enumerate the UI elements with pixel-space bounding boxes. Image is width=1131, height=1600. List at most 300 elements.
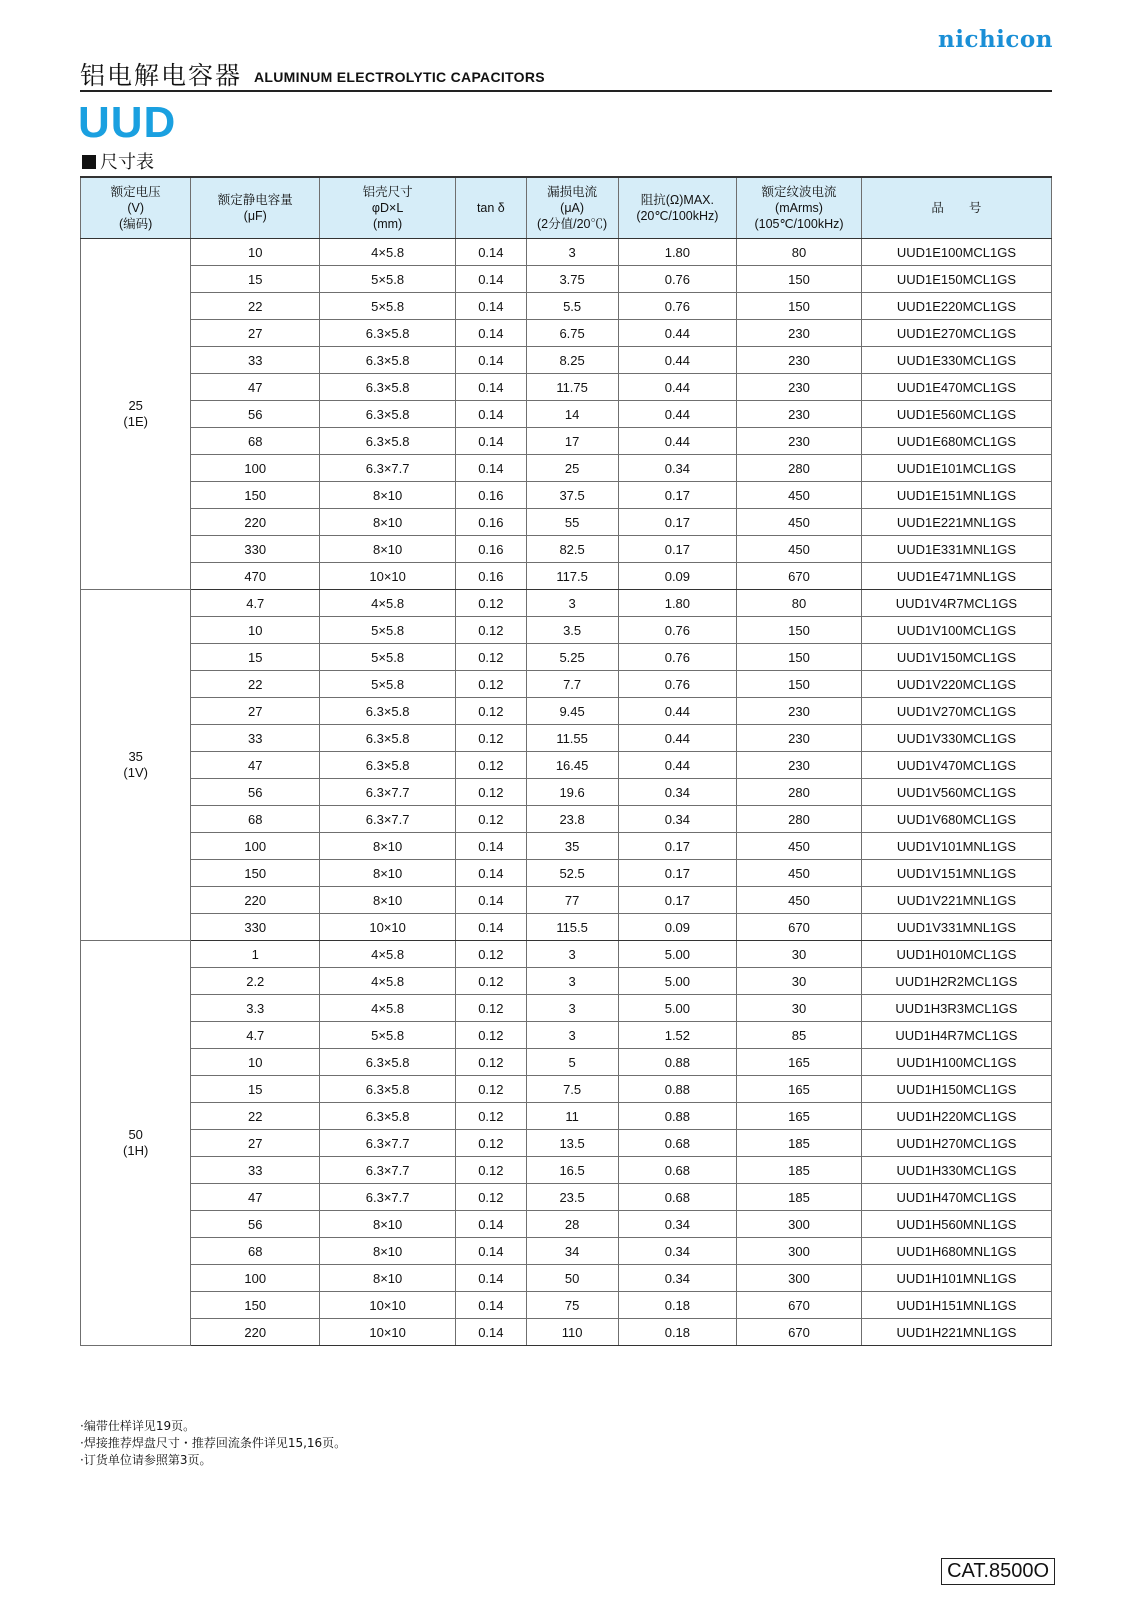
ripple-current-cell: 150 [737, 293, 862, 320]
capacitance-cell: 56 [191, 1211, 320, 1238]
tan-delta-cell: 0.14 [456, 374, 527, 401]
impedance-cell: 0.17 [618, 860, 737, 887]
case-size-cell: 4×5.8 [320, 941, 456, 968]
table-row [81, 914, 1052, 941]
case-size-cell: 6.3×5.8 [320, 428, 456, 455]
leakage-current-cell: 75 [526, 1292, 618, 1319]
tan-delta-cell: 0.14 [456, 1319, 527, 1346]
impedance-cell: 0.17 [618, 509, 737, 536]
footnotes [80, 1418, 346, 1469]
table-row [81, 968, 1052, 995]
table-row [81, 1157, 1052, 1184]
leakage-current-cell: 16.5 [526, 1157, 618, 1184]
table-header-row [81, 177, 1052, 239]
tan-delta-cell: 0.12 [456, 968, 527, 995]
tan-delta-cell: 0.14 [456, 320, 527, 347]
tan-delta-cell: 0.14 [456, 1265, 527, 1292]
voltage-cell [81, 590, 191, 941]
case-size-cell: 6.3×5.8 [320, 1103, 456, 1130]
case-size-cell: 10×10 [320, 1292, 456, 1319]
part-number-cell: UUD1E330MCL1GS [861, 347, 1051, 374]
ripple-current-cell: 165 [737, 1076, 862, 1103]
footnote: ·焊接推荐焊盘尺寸・推荐回流条件详见15,16页。 [80, 1436, 347, 1450]
page-title-cn: 铝电解电容器 [80, 61, 243, 90]
part-number-cell: UUD1V330MCL1GS [861, 725, 1051, 752]
leakage-current-cell: 23.8 [526, 806, 618, 833]
table-row [81, 239, 1052, 266]
ripple-current-cell: 670 [737, 563, 862, 590]
impedance-cell: 0.44 [618, 752, 737, 779]
footnote: ·订货单位请参照第3页。 [80, 1453, 212, 1467]
tan-delta-cell: 0.16 [456, 536, 527, 563]
part-number-cell: UUD1V220MCL1GS [861, 671, 1051, 698]
table-row [81, 1184, 1052, 1211]
impedance-cell: 0.68 [618, 1157, 737, 1184]
case-size-cell: 6.3×5.8 [320, 698, 456, 725]
leakage-current-cell: 35 [526, 833, 618, 860]
case-size-cell: 8×10 [320, 860, 456, 887]
leakage-current-cell: 117.5 [526, 563, 618, 590]
leakage-current-cell: 3 [526, 590, 618, 617]
ripple-current-cell: 300 [737, 1211, 862, 1238]
leakage-current-cell: 13.5 [526, 1130, 618, 1157]
part-number-cell: UUD1E150MCL1GS [861, 266, 1051, 293]
table-row [81, 590, 1052, 617]
ripple-current-cell: 450 [737, 536, 862, 563]
table-row [81, 563, 1052, 590]
part-number-cell: UUD1H101MNL1GS [861, 1265, 1051, 1292]
leakage-current-cell: 5 [526, 1049, 618, 1076]
dimension-table [80, 176, 1052, 1346]
tan-delta-cell: 0.14 [456, 860, 527, 887]
tan-delta-cell: 0.12 [456, 671, 527, 698]
impedance-cell: 0.68 [618, 1130, 737, 1157]
column-header [618, 177, 737, 239]
part-number-cell: UUD1V101MNL1GS [861, 833, 1051, 860]
column-header-line: (μA) [560, 201, 585, 215]
page-title-en: ALUMINUM ELECTROLYTIC CAPACITORS [254, 69, 545, 85]
impedance-cell: 0.09 [618, 563, 737, 590]
impedance-cell: 0.76 [618, 293, 737, 320]
ripple-current-cell: 165 [737, 1103, 862, 1130]
capacitance-cell: 470 [191, 563, 320, 590]
voltage-cell [81, 239, 191, 590]
capacitance-cell: 330 [191, 914, 320, 941]
part-number-cell: UUD1V560MCL1GS [861, 779, 1051, 806]
leakage-current-cell: 5.25 [526, 644, 618, 671]
ripple-current-cell: 450 [737, 833, 862, 860]
case-size-cell: 6.3×7.7 [320, 779, 456, 806]
capacitance-cell: 10 [191, 617, 320, 644]
voltage-value: 35 [128, 749, 143, 764]
capacitance-cell: 15 [191, 644, 320, 671]
capacitance-cell: 15 [191, 1076, 320, 1103]
capacitance-cell: 4.7 [191, 1022, 320, 1049]
part-number-cell: UUD1V150MCL1GS [861, 644, 1051, 671]
voltage-value: 25 [128, 398, 143, 413]
brand-logo: nichicon [938, 26, 1053, 53]
capacitance-cell: 100 [191, 455, 320, 482]
table-row [81, 1319, 1052, 1346]
impedance-cell: 0.17 [618, 833, 737, 860]
leakage-current-cell: 37.5 [526, 482, 618, 509]
capacitance-cell: 4.7 [191, 590, 320, 617]
footnote: ·编带仕样详见19页。 [80, 1419, 196, 1433]
case-size-cell: 5×5.8 [320, 293, 456, 320]
case-size-cell: 10×10 [320, 914, 456, 941]
impedance-cell: 1.80 [618, 590, 737, 617]
impedance-cell: 0.68 [618, 1184, 737, 1211]
table-row [81, 1292, 1052, 1319]
case-size-cell: 10×10 [320, 1319, 456, 1346]
leakage-current-cell: 5.5 [526, 293, 618, 320]
tan-delta-cell: 0.12 [456, 1022, 527, 1049]
ripple-current-cell: 230 [737, 428, 862, 455]
capacitance-cell: 100 [191, 833, 320, 860]
leakage-current-cell: 7.7 [526, 671, 618, 698]
case-size-cell: 8×10 [320, 482, 456, 509]
tan-delta-cell: 0.16 [456, 563, 527, 590]
impedance-cell: 0.76 [618, 644, 737, 671]
tan-delta-cell: 0.12 [456, 590, 527, 617]
voltage-code: (1H) [123, 1143, 149, 1158]
part-number-cell: UUD1V221MNL1GS [861, 887, 1051, 914]
column-header-line: (mArms) [775, 201, 823, 215]
table-row [81, 1238, 1052, 1265]
capacitance-cell: 68 [191, 1238, 320, 1265]
ripple-current-cell: 280 [737, 779, 862, 806]
leakage-current-cell: 23.5 [526, 1184, 618, 1211]
case-size-cell: 6.3×5.8 [320, 725, 456, 752]
part-number-cell: UUD1E100MCL1GS [861, 239, 1051, 266]
voltage-cell [81, 941, 191, 1346]
part-number-cell: UUD1H270MCL1GS [861, 1130, 1051, 1157]
tan-delta-cell: 0.12 [456, 752, 527, 779]
ripple-current-cell: 185 [737, 1157, 862, 1184]
case-size-cell: 6.3×5.8 [320, 1076, 456, 1103]
impedance-cell: 0.18 [618, 1292, 737, 1319]
leakage-current-cell: 28 [526, 1211, 618, 1238]
table-row [81, 617, 1052, 644]
part-number-cell: UUD1V100MCL1GS [861, 617, 1051, 644]
table-row [81, 293, 1052, 320]
part-number-cell: UUD1E331MNL1GS [861, 536, 1051, 563]
table-row [81, 698, 1052, 725]
leakage-current-cell: 34 [526, 1238, 618, 1265]
leakage-current-cell: 19.6 [526, 779, 618, 806]
tan-delta-cell: 0.12 [456, 779, 527, 806]
tan-delta-cell: 0.16 [456, 482, 527, 509]
tan-delta-cell: 0.12 [456, 644, 527, 671]
leakage-current-cell: 55 [526, 509, 618, 536]
ripple-current-cell: 670 [737, 1292, 862, 1319]
capacitance-cell: 22 [191, 671, 320, 698]
leakage-current-cell: 11.75 [526, 374, 618, 401]
part-number-cell: UUD1H010MCL1GS [861, 941, 1051, 968]
table-row [81, 428, 1052, 455]
voltage-code: (1V) [123, 765, 148, 780]
tan-delta-cell: 0.14 [456, 833, 527, 860]
case-size-cell: 8×10 [320, 536, 456, 563]
column-header [526, 177, 618, 239]
ripple-current-cell: 185 [737, 1130, 862, 1157]
leakage-current-cell: 3.5 [526, 617, 618, 644]
impedance-cell: 0.34 [618, 455, 737, 482]
impedance-cell: 0.44 [618, 347, 737, 374]
catalog-number: CAT.8500O [941, 1558, 1055, 1585]
table-row [81, 347, 1052, 374]
case-size-cell: 4×5.8 [320, 590, 456, 617]
column-header-line: 铝壳尺寸 [362, 185, 413, 199]
capacitance-cell: 1 [191, 941, 320, 968]
part-number-cell: UUD1E470MCL1GS [861, 374, 1051, 401]
case-size-cell: 6.3×7.7 [320, 1157, 456, 1184]
ripple-current-cell: 230 [737, 374, 862, 401]
tan-delta-cell: 0.14 [456, 455, 527, 482]
impedance-cell: 5.00 [618, 968, 737, 995]
capacitance-cell: 27 [191, 1130, 320, 1157]
case-size-cell: 8×10 [320, 1265, 456, 1292]
column-header [81, 177, 191, 239]
part-number-cell: UUD1H4R7MCL1GS [861, 1022, 1051, 1049]
tan-delta-cell: 0.12 [456, 1049, 527, 1076]
ripple-current-cell: 150 [737, 671, 862, 698]
tan-delta-cell: 0.12 [456, 725, 527, 752]
leakage-current-cell: 82.5 [526, 536, 618, 563]
column-header-line: (V) [127, 201, 145, 215]
impedance-cell: 0.44 [618, 698, 737, 725]
tan-delta-cell: 0.14 [456, 1292, 527, 1319]
case-size-cell: 4×5.8 [320, 239, 456, 266]
impedance-cell: 1.80 [618, 239, 737, 266]
capacitance-cell: 100 [191, 1265, 320, 1292]
part-number-cell: UUD1H151MNL1GS [861, 1292, 1051, 1319]
tan-delta-cell: 0.14 [456, 428, 527, 455]
impedance-cell: 0.44 [618, 401, 737, 428]
leakage-current-cell: 3 [526, 995, 618, 1022]
capacitance-cell: 33 [191, 1157, 320, 1184]
column-header-line: (20℃/100kHz) [636, 209, 719, 223]
capacitance-cell: 330 [191, 536, 320, 563]
column-header-line: (105℃/100kHz) [754, 217, 844, 231]
leakage-current-cell: 3 [526, 239, 618, 266]
ripple-current-cell: 185 [737, 1184, 862, 1211]
case-size-cell: 8×10 [320, 1238, 456, 1265]
column-header-line: (编码) [119, 217, 153, 231]
tan-delta-cell: 0.12 [456, 1076, 527, 1103]
part-number-cell: UUD1H3R3MCL1GS [861, 995, 1051, 1022]
impedance-cell: 0.88 [618, 1076, 737, 1103]
table-row [81, 1049, 1052, 1076]
impedance-cell: 0.17 [618, 536, 737, 563]
part-number-cell: UUD1V151MNL1GS [861, 860, 1051, 887]
ripple-current-cell: 150 [737, 617, 862, 644]
capacitance-cell: 22 [191, 1103, 320, 1130]
table-row [81, 941, 1052, 968]
table-row [81, 1211, 1052, 1238]
ripple-current-cell: 450 [737, 887, 862, 914]
voltage-value: 50 [128, 1127, 143, 1142]
ripple-current-cell: 450 [737, 482, 862, 509]
part-number-cell: UUD1E151MNL1GS [861, 482, 1051, 509]
impedance-cell: 0.44 [618, 320, 737, 347]
table-row [81, 509, 1052, 536]
table-row [81, 644, 1052, 671]
part-number-cell: UUD1E680MCL1GS [861, 428, 1051, 455]
square-bullet-icon [82, 155, 96, 169]
column-header [456, 177, 527, 239]
case-size-cell: 6.3×5.8 [320, 1049, 456, 1076]
ripple-current-cell: 280 [737, 806, 862, 833]
capacitance-cell: 47 [191, 752, 320, 779]
impedance-cell: 0.34 [618, 806, 737, 833]
leakage-current-cell: 11 [526, 1103, 618, 1130]
ripple-current-cell: 80 [737, 590, 862, 617]
part-number-cell: UUD1H150MCL1GS [861, 1076, 1051, 1103]
part-number-cell: UUD1E270MCL1GS [861, 320, 1051, 347]
capacitance-cell: 33 [191, 725, 320, 752]
capacitance-cell: 2.2 [191, 968, 320, 995]
tan-delta-cell: 0.14 [456, 347, 527, 374]
table-row [81, 752, 1052, 779]
impedance-cell: 0.88 [618, 1103, 737, 1130]
capacitance-cell: 22 [191, 293, 320, 320]
part-number-cell: UUD1E471MNL1GS [861, 563, 1051, 590]
capacitance-cell: 150 [191, 1292, 320, 1319]
leakage-current-cell: 7.5 [526, 1076, 618, 1103]
case-size-cell: 4×5.8 [320, 968, 456, 995]
impedance-cell: 1.52 [618, 1022, 737, 1049]
column-header-line: 额定静电容量 [217, 193, 293, 207]
leakage-current-cell: 11.55 [526, 725, 618, 752]
tan-delta-cell: 0.12 [456, 1184, 527, 1211]
capacitance-cell: 56 [191, 401, 320, 428]
capacitance-cell: 47 [191, 1184, 320, 1211]
part-number-cell: UUD1H221MNL1GS [861, 1319, 1051, 1346]
tan-delta-cell: 0.12 [456, 698, 527, 725]
case-size-cell: 6.3×7.7 [320, 455, 456, 482]
capacitance-cell: 15 [191, 266, 320, 293]
tan-delta-cell: 0.14 [456, 293, 527, 320]
case-size-cell: 5×5.8 [320, 1022, 456, 1049]
tan-delta-cell: 0.14 [456, 887, 527, 914]
leakage-current-cell: 52.5 [526, 860, 618, 887]
table-row [81, 1022, 1052, 1049]
capacitance-cell: 10 [191, 239, 320, 266]
ripple-current-cell: 230 [737, 320, 862, 347]
impedance-cell: 0.44 [618, 428, 737, 455]
impedance-cell: 0.88 [618, 1049, 737, 1076]
table-row [81, 833, 1052, 860]
impedance-cell: 0.18 [618, 1319, 737, 1346]
table-row [81, 536, 1052, 563]
series-title: UUD [78, 98, 177, 147]
tan-delta-cell: 0.14 [456, 239, 527, 266]
ripple-current-cell: 150 [737, 644, 862, 671]
ripple-current-cell: 230 [737, 752, 862, 779]
part-number-cell: UUD1V470MCL1GS [861, 752, 1051, 779]
impedance-cell: 0.44 [618, 374, 737, 401]
column-header-line: (μF) [243, 209, 267, 223]
impedance-cell: 0.44 [618, 725, 737, 752]
tan-delta-cell: 0.14 [456, 401, 527, 428]
ripple-current-cell: 30 [737, 995, 862, 1022]
impedance-cell: 0.76 [618, 266, 737, 293]
tan-delta-cell: 0.14 [456, 1211, 527, 1238]
case-size-cell: 8×10 [320, 833, 456, 860]
tan-delta-cell: 0.14 [456, 1238, 527, 1265]
table-row [81, 1076, 1052, 1103]
tan-delta-cell: 0.12 [456, 806, 527, 833]
leakage-current-cell: 77 [526, 887, 618, 914]
leakage-current-cell: 50 [526, 1265, 618, 1292]
impedance-cell: 0.34 [618, 1265, 737, 1292]
page-header [80, 56, 1052, 92]
section-heading [82, 148, 154, 174]
part-number-cell: UUD1E101MCL1GS [861, 455, 1051, 482]
part-number-cell: UUD1H2R2MCL1GS [861, 968, 1051, 995]
capacitance-cell: 220 [191, 509, 320, 536]
part-number-cell: UUD1H470MCL1GS [861, 1184, 1051, 1211]
case-size-cell: 6.3×5.8 [320, 374, 456, 401]
leakage-current-cell: 3 [526, 968, 618, 995]
leakage-current-cell: 3 [526, 941, 618, 968]
tan-delta-cell: 0.12 [456, 617, 527, 644]
capacitance-cell: 56 [191, 779, 320, 806]
voltage-code: (1E) [123, 414, 148, 429]
tan-delta-cell: 0.12 [456, 1103, 527, 1130]
table-row [81, 671, 1052, 698]
part-number-cell: UUD1V4R7MCL1GS [861, 590, 1051, 617]
ripple-current-cell: 85 [737, 1022, 862, 1049]
tan-delta-cell: 0.16 [456, 509, 527, 536]
leakage-current-cell: 3.75 [526, 266, 618, 293]
leakage-current-cell: 110 [526, 1319, 618, 1346]
leakage-current-cell: 16.45 [526, 752, 618, 779]
column-header-line: 漏损电流 [547, 185, 598, 199]
table-row [81, 1103, 1052, 1130]
table-row [81, 320, 1052, 347]
table-body [81, 239, 1052, 1346]
column-header-line: (mm) [373, 217, 403, 231]
impedance-cell: 0.17 [618, 482, 737, 509]
column-header-line: φD×L [371, 201, 404, 215]
part-number-cell: UUD1H220MCL1GS [861, 1103, 1051, 1130]
table-row [81, 455, 1052, 482]
ripple-current-cell: 280 [737, 455, 862, 482]
part-number-cell: UUD1E220MCL1GS [861, 293, 1051, 320]
table-row [81, 482, 1052, 509]
impedance-cell: 0.17 [618, 887, 737, 914]
part-number-cell: UUD1E560MCL1GS [861, 401, 1051, 428]
capacitance-cell: 150 [191, 860, 320, 887]
case-size-cell: 6.3×7.7 [320, 1130, 456, 1157]
tan-delta-cell: 0.12 [456, 1157, 527, 1184]
column-header-line: (2分值/20℃) [537, 217, 608, 231]
impedance-cell: 5.00 [618, 941, 737, 968]
capacitance-cell: 220 [191, 887, 320, 914]
column-header-line: tan δ [476, 201, 505, 215]
case-size-cell: 5×5.8 [320, 617, 456, 644]
table-row [81, 266, 1052, 293]
case-size-cell: 10×10 [320, 563, 456, 590]
capacitance-cell: 27 [191, 320, 320, 347]
case-size-cell: 8×10 [320, 1211, 456, 1238]
capacitance-cell: 3.3 [191, 995, 320, 1022]
tan-delta-cell: 0.12 [456, 1130, 527, 1157]
table-row [81, 374, 1052, 401]
ripple-current-cell: 230 [737, 401, 862, 428]
